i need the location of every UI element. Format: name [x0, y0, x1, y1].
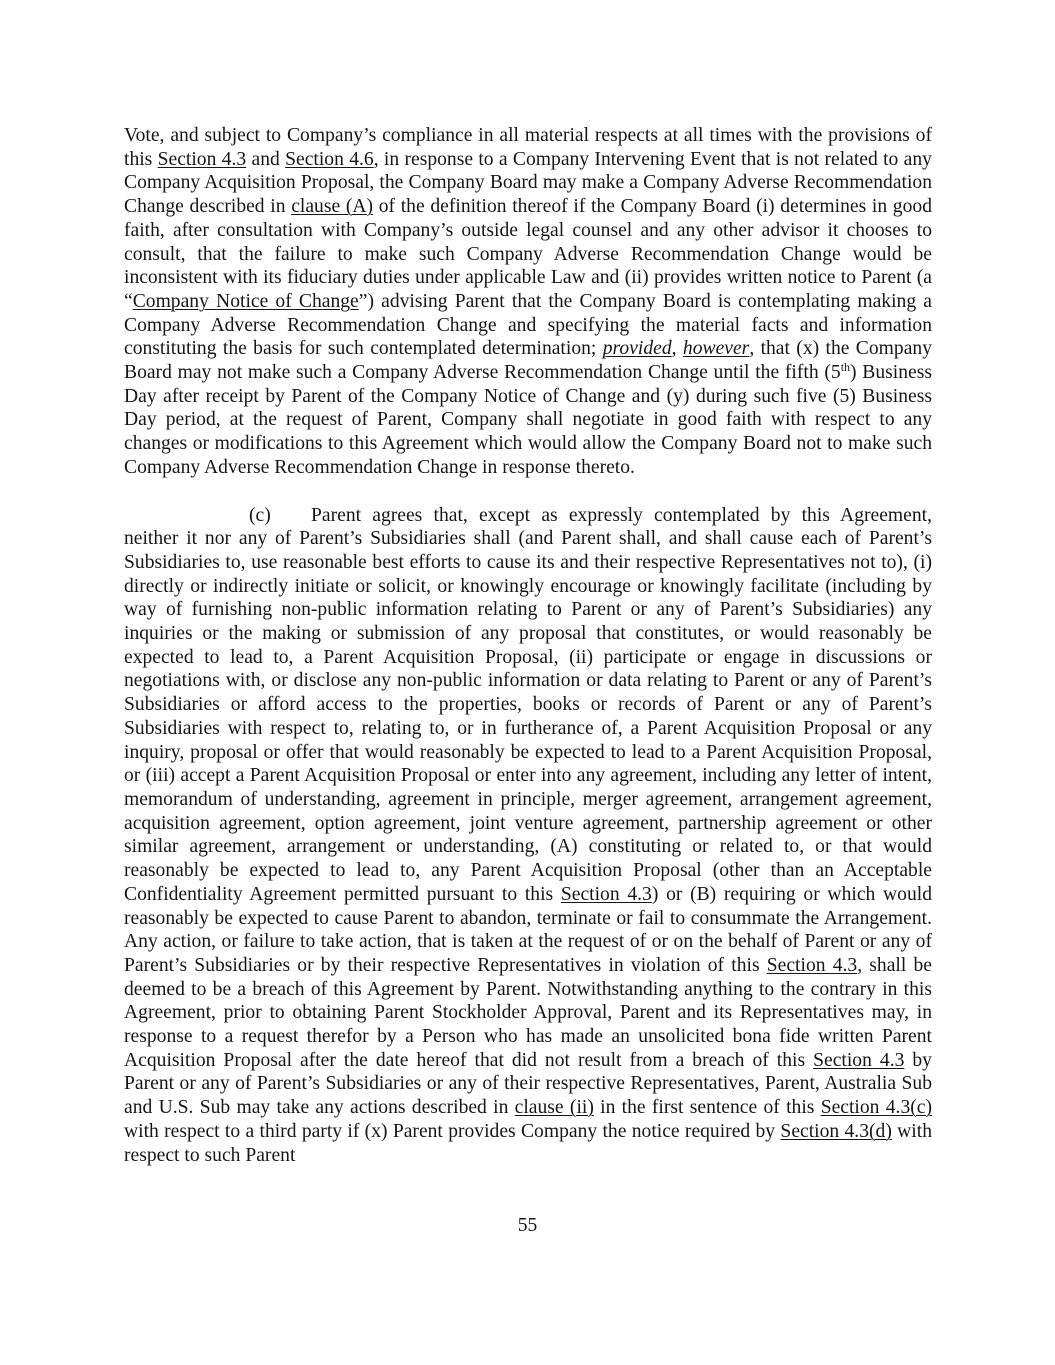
proviso-term: however: [682, 338, 750, 360]
page-number: 55: [517, 1215, 538, 1236]
text: ”) advising Parent that the Company Board is contemplating making a Company Adverse Recommendation Change and specifying the material facts and information constituting the basis for such contemplated determination;: [124, 290, 932, 360]
section-reference-link: Section 4.3: [766, 954, 858, 976]
clause-reference: clause (A): [291, 196, 374, 218]
section-reference-link: Section 4.3: [813, 1049, 905, 1071]
text: of the definition thereof if the Company Board (i) determines in good faith, after consultation with Company’s outside legal counsel and any other advisor it chooses to consult, that the failure to make such Company Adverse Recommendation Change would be inconsistent with its fiduciary duties under applicable Law and (ii) provides written notice to Parent (a “: [124, 196, 932, 312]
text: Parent agrees that, except as expressly contemplated by this Agreement, neither it nor any of Parent’s Subsidiaries shall (and Parent shall, and shall cause each of Parent’s Subsidiaries to, use reasonable best efforts to cause its and their respective Representatives not to), (i) directly or indirectly initiate or solicit, or knowingly encourage or knowingly facilitate (including by way of furnishing non-public information relating to Parent or any of Parent’s Subsidiaries) any inquiries or the making or submission of any proposal that constitutes, or would reasonably be expected to lead to, a Parent Acquisition Proposal, (ii) participate or engage in discussions or negotiations with, or disclose any non-public information or data relating to Parent or any of Parent’s Subsidiaries or afford access to the properties, books or records of Parent or any of Parent’s Subsidiaries with respect to, relating to, or in furtherance of, a Parent Acquisition Proposal or any inquiry, proposal or offer that would reasonably be expected to lead to a Parent Acquisition Proposal, or (iii) accept a Parent Acquisition Proposal or enter into any agreement, including any letter of intent, memorandum of understanding, agreement in principle, merger agreement, arrangement agreement, acquisition agreement, option agreement, joint venture agreement, partnership agreement or other similar agreement, arrangement or understanding, (A) constituting or related to, or that would reasonably be expected to lead to, any Parent Acquisition Proposal (other than an Acceptable Confidentiality Agreement permitted pursuant to this: [124, 504, 932, 905]
text: Vote, and subject to Company’s compliance in all material respects at all times with the provisions of this: [124, 125, 932, 170]
ordinal-superscript: th: [840, 360, 851, 375]
paragraph-company-adverse-recommendation: [124, 124, 932, 480]
text: ) or (B) requiring or which would reasonably be expected to cause Parent to abandon, terminate or fail to consummate the Arrangement. Any action, or failure to take action, that is taken at the request of or on the behalf of Parent or any of Parent’s Subsidiaries or by their respective Representatives in violation of this: [124, 883, 932, 976]
clause-reference: clause (ii): [514, 1097, 594, 1119]
text: ,: [671, 338, 683, 360]
text: with respect to a third party if (x) Parent provides Company the notice required by: [124, 1120, 781, 1142]
text: , in response to a Company Intervening Event that is not related to any Company Acquisition Proposal, the Company Board may make a Company Adverse Recommendation Change described in: [124, 148, 932, 218]
defined-term: Company Notice of Change: [132, 290, 359, 312]
text: and: [246, 148, 286, 170]
text: , shall be deemed to be a breach of this Agreement by Parent. Notwithstanding anything to the contrary in this Agreement, prior to obtaining Parent Stockholder Approval, Parent and its Representatives may, in response to a request therefor by a Person who has made an unsolicited bona fide written Parent Acquisition Proposal after the date hereof that did not result from a breach of this: [124, 954, 932, 1071]
document-page: [124, 124, 932, 1191]
section-reference-link: Section 4.3: [560, 883, 652, 905]
text: , that (x) the Company Board may not make such a Company Adverse Recommendation Change until the fifth (5: [124, 338, 932, 384]
text: in the first sentence of this: [593, 1097, 821, 1119]
section-reference-link: Section 4.3(d): [780, 1120, 892, 1142]
text: ) Business Day after receipt by Parent of the Company Notice of Change and (y) during such five (5) Business Day period, at the request of Parent, Company shall negotiate in good faith with respect to any changes or modifications to this Agreement which would allow the Company Board not to make such Company Adverse Recommendation Change in response thereto.: [124, 362, 932, 478]
section-reference-link: Section 4.3: [157, 148, 247, 170]
section-reference-link: Section 4.6: [285, 148, 374, 170]
paragraph-label: (c): [249, 504, 271, 526]
section-reference-link: Section 4.3(c): [820, 1097, 932, 1119]
proviso-term: provided: [602, 338, 672, 360]
paragraph-c-parent-non-solicitation: [124, 504, 932, 1168]
text: with respect to such Parent: [124, 1120, 932, 1166]
text: by Parent or any of Parent’s Subsidiaries or any of their respective Representatives, Parent, Australia Sub and U.S. Sub may take any actions described in: [124, 1049, 932, 1119]
